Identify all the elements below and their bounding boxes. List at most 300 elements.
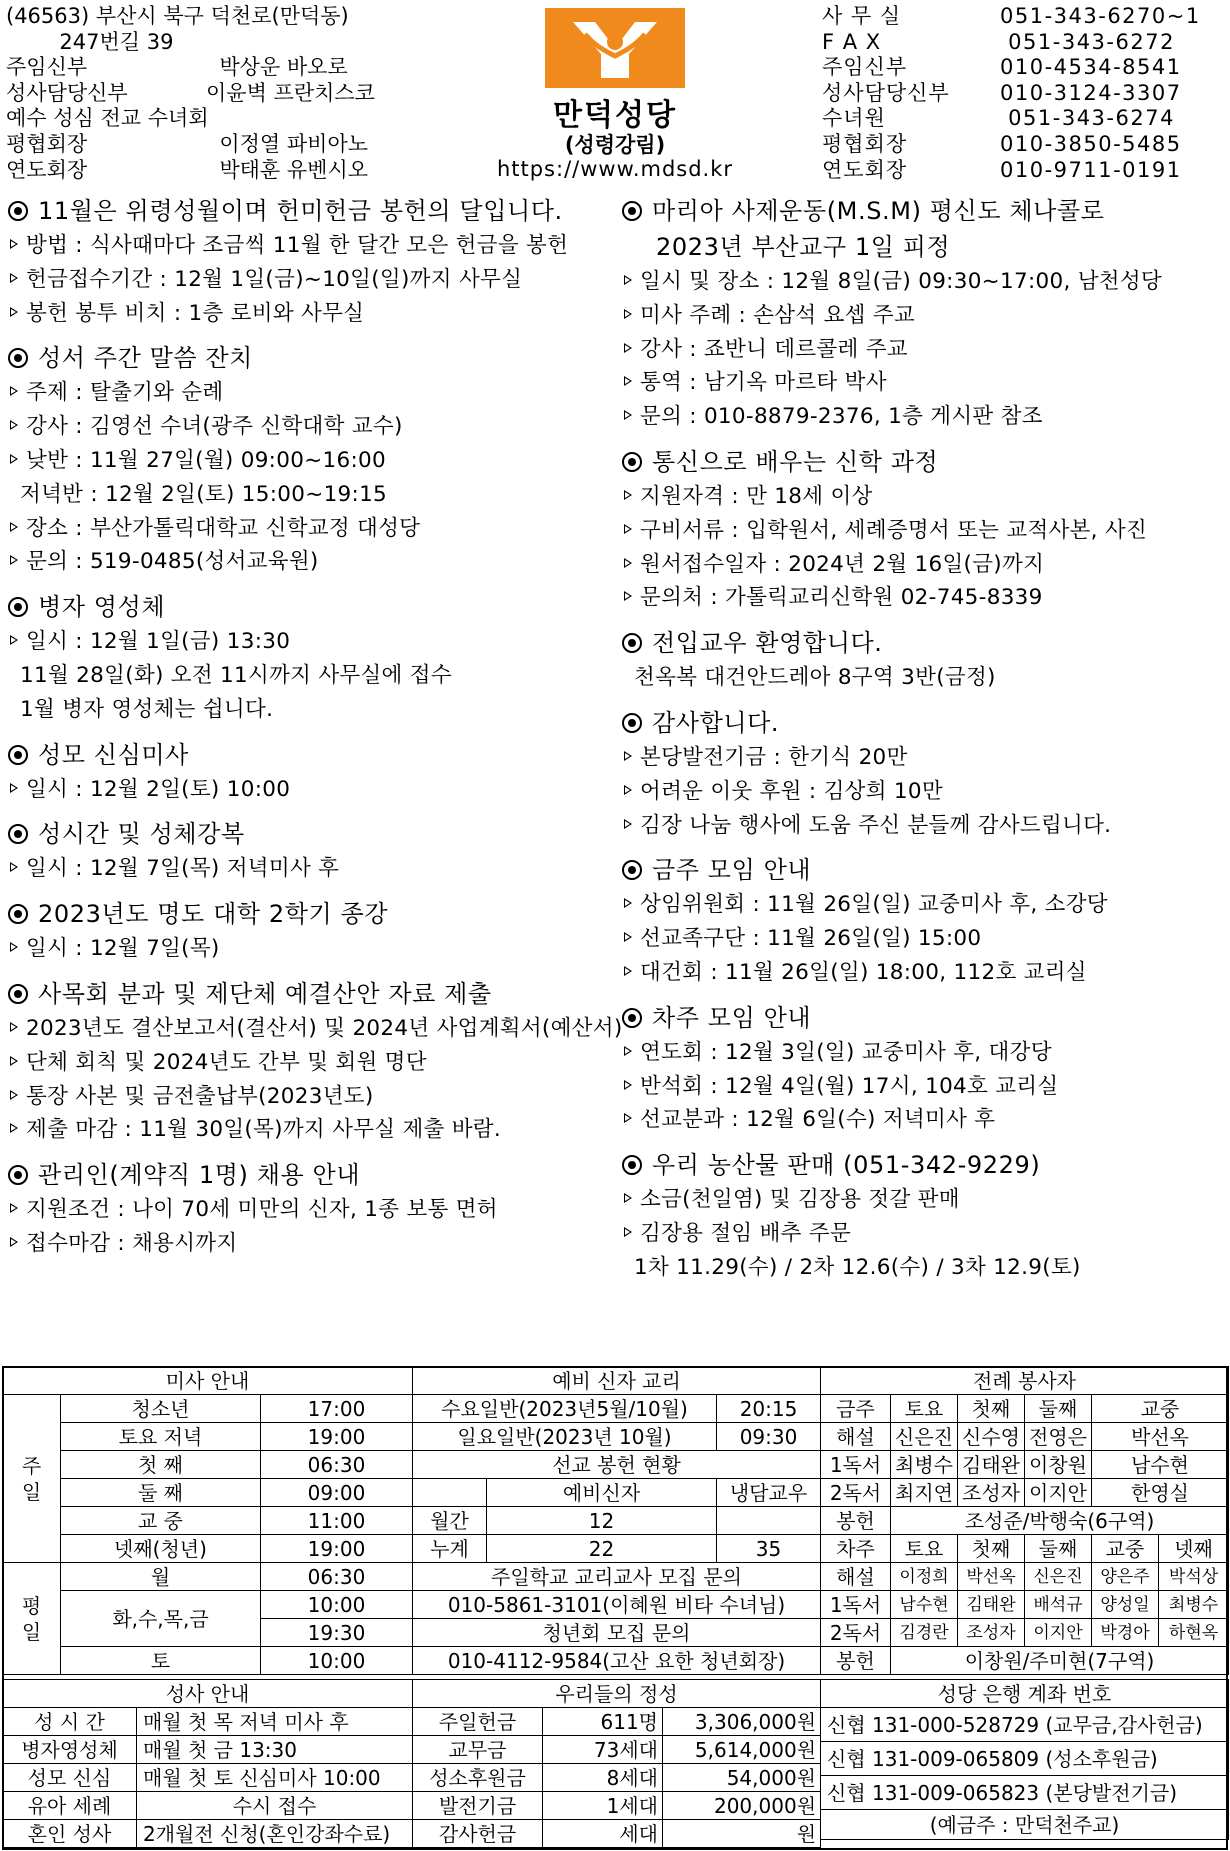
server-header: 넷째 [1159, 1535, 1229, 1563]
triangle-bullet-icon [624, 1227, 632, 1237]
mass-time: 19:00 [261, 1535, 413, 1563]
mass-time: 19:30 [261, 1619, 413, 1647]
notice-title [6, 976, 616, 1012]
header-label: 평협회장 [822, 131, 908, 156]
section-bullet-icon [8, 348, 28, 368]
notice-line-text: 연도회 : 12월 3일(일) 교중미사 후, 대강당 [640, 1039, 1052, 1065]
notice-line [620, 661, 1226, 695]
server-header: 토요 [891, 1535, 958, 1563]
notice-line [620, 1217, 1226, 1251]
notice-line [6, 932, 616, 966]
mass-time: 06:30 [261, 1563, 413, 1591]
notice-line-text: 강사 : 김영선 수녀(광주 신학대학 교수) [26, 414, 403, 440]
notice-line-text: 일시 : 12월 7일(목) [26, 936, 220, 962]
notice-line [620, 400, 1226, 434]
notice-line [6, 297, 616, 331]
section-bullet-icon [622, 1155, 642, 1175]
notice-title [6, 896, 616, 932]
server-role: 봉헌 [821, 1507, 891, 1535]
server-role: 해설 [821, 1423, 891, 1451]
notice-line [620, 922, 1226, 956]
triangle-bullet-icon [10, 239, 18, 249]
triangle-bullet-icon [624, 275, 632, 285]
mass-name: 청소년 [61, 1395, 261, 1423]
notice-title [620, 193, 1226, 229]
church-subtitle: (성령강림) [564, 133, 666, 157]
notice-line-text: 문의처 : 가톨릭교리신학원 02-745-8339 [640, 585, 1043, 611]
triangle-bullet-icon [10, 386, 18, 396]
header-row [6, 158, 375, 184]
triangle-bullet-icon [10, 1022, 18, 1032]
header-label: 주임신부 [6, 55, 88, 80]
notice-title [6, 816, 616, 852]
header-value: 박상운 바오로 [206, 55, 348, 80]
mass-name: 토 [61, 1647, 261, 1675]
server-header: 교중 [1092, 1395, 1229, 1423]
notice-section [620, 705, 1226, 842]
notice-section [6, 737, 616, 807]
notice-line-text: 원서접수일자 : 2024년 2월 16일(금)까지 [640, 551, 1045, 577]
notice-title-text: 차주 모임 안내 [652, 1003, 812, 1032]
header-value: 051-343-6270~1 [1000, 4, 1201, 28]
notice-line [6, 512, 616, 546]
header-label: F A X [822, 29, 882, 54]
bulletin-header [0, 0, 1230, 186]
notice-subtitle: 2023년 부산교구 1일 피정 [656, 233, 951, 261]
notice-line [620, 809, 1226, 843]
mission-label: 누계 [413, 1535, 487, 1563]
server-role: 봉헌 [821, 1647, 891, 1675]
bank-accounts-table [820, 1679, 1229, 1840]
mass-time: 09:00 [261, 1479, 413, 1507]
header-value: 010-4534-8541 [1000, 55, 1182, 80]
triangle-bullet-icon [10, 454, 18, 464]
server-name: 박경아 [1092, 1619, 1159, 1647]
triangle-bullet-icon [10, 1203, 18, 1213]
header-row [822, 4, 1201, 30]
notice-line-text: 일시 및 장소 : 12월 8일(금) 09:30~17:00, 남천성당 [640, 269, 1162, 294]
notice-line [6, 1193, 616, 1227]
notice-line [620, 775, 1226, 809]
notice-line [620, 741, 1226, 775]
notice-line-text: 문의 : 519-0485(성서교육원) [26, 549, 319, 575]
triangle-bullet-icon [624, 490, 632, 500]
mass-name: 화,수,목,금 [61, 1591, 261, 1647]
catechism-time: 09:30 [717, 1423, 821, 1451]
header-value: 이정열 파비아노 [206, 131, 369, 156]
offering-count: 8세대 [543, 1764, 663, 1792]
server-name: 신수영 [958, 1423, 1025, 1451]
section-bullet-icon [622, 860, 642, 880]
notice-section [6, 1157, 616, 1261]
server-header: 교중 [1092, 1535, 1159, 1563]
triangle-bullet-icon [624, 819, 632, 829]
notice-title-text: 마리아 사제운동(M.S.M) 평신도 체나콜로 [652, 197, 1105, 225]
youth-title: 청년회 모집 문의 [413, 1619, 821, 1647]
week-label: 금주 [821, 1395, 891, 1423]
server-role: 2독서 [821, 1479, 891, 1507]
header-row [822, 106, 1201, 132]
sacrament-title: 성사 안내 [3, 1680, 413, 1708]
offering-amount: 54,000원 [663, 1764, 821, 1792]
catechism-class: 일요일반(2023년 10월) [413, 1423, 717, 1451]
server-name: 남수현 [1092, 1451, 1229, 1479]
header-row [6, 30, 375, 56]
header-row [6, 106, 375, 132]
notice-section [6, 896, 616, 966]
mass-schedule-table [2, 1366, 413, 1675]
triangle-bullet-icon [10, 635, 18, 645]
offerings-title: 우리들의 정성 [413, 1680, 821, 1708]
sacrament-name: 성모 신심 [3, 1764, 137, 1792]
triangle-bullet-icon [10, 862, 18, 872]
bank-account: 신협 131-009-065809 (성소후원금) [821, 1742, 1229, 1776]
notice-title [6, 737, 616, 773]
section-bullet-icon [8, 984, 28, 1004]
header-row [6, 4, 375, 30]
sunday-school-title: 주일학교 교리교사 모집 문의 [413, 1563, 821, 1591]
header-row [6, 132, 375, 158]
offering-name: 성소후원금 [413, 1764, 543, 1792]
notice-line [620, 956, 1226, 990]
sacrament-desc: 매월 첫 목 저녁 미사 후 [137, 1708, 413, 1736]
notice-title-text: 통신으로 배우는 신학 과정 [652, 447, 939, 476]
mission-value: 35 [717, 1535, 821, 1563]
server-name: 최병수 [1159, 1591, 1229, 1619]
triangle-bullet-icon [624, 309, 632, 319]
notice-line [6, 693, 616, 727]
notice-section [6, 816, 616, 886]
notice-line [620, 1183, 1226, 1217]
triangle-bullet-icon [624, 751, 632, 761]
triangle-bullet-icon [10, 1237, 18, 1247]
notices-right-column [620, 193, 1226, 1295]
week-label: 차주 [821, 1535, 891, 1563]
server-name: 이창원 [1025, 1451, 1092, 1479]
notice-line [6, 229, 616, 263]
server-name: 최병수 [891, 1451, 958, 1479]
notice-line [6, 1113, 616, 1147]
header-label: 주임신부 [822, 55, 908, 80]
server-name: 신은진 [1025, 1563, 1092, 1591]
notice-line-text: 주제 : 탈출기와 순례 [26, 380, 224, 406]
notice-line-text: 김장 나눔 행사에 도움 주신 분들께 감사드립니다. [640, 812, 1112, 838]
offering-name: 감사헌금 [413, 1820, 543, 1848]
notice-title [620, 1000, 1226, 1036]
triangle-bullet-icon [624, 410, 632, 420]
server-name: 박선옥 [958, 1563, 1025, 1591]
sacrament-desc: 매월 첫 금 13:30 [137, 1736, 413, 1764]
header-value: 010-9711-0191 [1000, 157, 1182, 182]
triangle-bullet-icon [624, 558, 632, 568]
catechism-time: 20:15 [717, 1395, 821, 1423]
mission-value: 22 [487, 1535, 717, 1563]
section-bullet-icon [8, 824, 28, 844]
mass-time: 11:00 [261, 1507, 413, 1535]
server-name: 이지안 [1025, 1619, 1092, 1647]
server-offering: 조성준/박행숙(6구역) [891, 1507, 1229, 1535]
notice-line [620, 1103, 1226, 1137]
bank-account: 신협 131-009-065823 (본당발전기금) [821, 1776, 1229, 1810]
notice-title [6, 589, 616, 625]
church-logo-block [486, 8, 744, 182]
notice-title [620, 852, 1226, 888]
catechism-title: 예비 신자 교리 [413, 1367, 821, 1395]
notice-line-text: 강사 : 죠반니 데르콜레 주교 [640, 336, 908, 362]
server-name: 최지연 [891, 1479, 958, 1507]
header-value: 010-3124-3307 [1000, 80, 1182, 105]
triangle-bullet-icon [624, 1193, 632, 1203]
notice-line [6, 1046, 616, 1080]
notice-line [6, 852, 616, 886]
notice-line [620, 480, 1226, 514]
notice-line-text: 소금(천일염) 및 김장용 젓갈 판매 [640, 1187, 960, 1213]
notice-line [620, 581, 1226, 615]
notice-line [6, 625, 616, 659]
notice-line-text: 장소 : 부산가톨릭대학교 신학교정 대성당 [26, 515, 421, 541]
notice-line [620, 333, 1226, 367]
offering-name: 교무금 [413, 1736, 543, 1764]
notice-line-text: 11월 28일(화) 오전 11시까지 사무실에 접수 [20, 662, 452, 688]
triangle-bullet-icon [10, 1090, 18, 1100]
notice-section [6, 193, 616, 330]
server-name: 한영실 [1092, 1479, 1229, 1507]
triangle-bullet-icon [10, 942, 18, 952]
notice-section [620, 1147, 1226, 1284]
notice-line [620, 1036, 1226, 1070]
triangle-bullet-icon [624, 1113, 632, 1123]
mass-name: 둘 째 [61, 1479, 261, 1507]
notice-line [620, 548, 1226, 582]
triangle-bullet-icon [10, 420, 18, 430]
server-name: 하현옥 [1159, 1619, 1229, 1647]
notice-line [620, 366, 1226, 400]
notice-title [620, 444, 1226, 480]
server-name: 이정희 [891, 1563, 958, 1591]
section-bullet-icon [8, 904, 28, 924]
notice-line-text: 일시 : 12월 2일(토) 10:00 [26, 776, 291, 802]
section-bullet-icon [622, 633, 642, 653]
header-contact-block [822, 4, 1201, 183]
server-name: 박선옥 [1092, 1423, 1229, 1451]
offering-count: 세대 [543, 1820, 663, 1848]
notice-title-text: 병자 영성체 [38, 593, 166, 622]
catechism-table [412, 1366, 821, 1675]
notice-title [620, 625, 1226, 661]
notice-line-text: 통장 사본 및 금전출납부(2023년도) [26, 1083, 374, 1109]
mission-header: 예비신자 [487, 1479, 717, 1507]
triangle-bullet-icon [10, 522, 18, 532]
servers-title: 전례 봉사자 [821, 1367, 1229, 1395]
offerings-table [412, 1679, 821, 1848]
mass-time: 06:30 [261, 1451, 413, 1479]
notice-line-text: 반석회 : 12월 4일(월) 17시, 104호 교리실 [640, 1073, 1059, 1099]
mass-name: 첫 째 [61, 1451, 261, 1479]
triangle-bullet-icon [624, 1046, 632, 1056]
mission-value [717, 1507, 821, 1535]
notice-line [6, 1012, 623, 1046]
notice-section [620, 625, 1226, 695]
liturgy-servers-table [820, 1366, 1229, 1675]
header-value: 051-343-6272 [1000, 29, 1175, 54]
notice-line-text: 대건회 : 11월 26일(일) 18:00, 112호 교리실 [640, 959, 1087, 985]
section-bullet-icon [8, 745, 28, 765]
notice-section [620, 193, 1226, 434]
server-name: 전영은 [1025, 1423, 1092, 1451]
server-name: 양성일 [1092, 1591, 1159, 1619]
offering-amount: 5,614,000원 [663, 1736, 821, 1764]
triangle-bullet-icon [624, 932, 632, 942]
triangle-bullet-icon [624, 1080, 632, 1090]
notice-line-text: 선교족구단 : 11월 26일(일) 15:00 [640, 926, 982, 952]
server-header: 둘째 [1025, 1395, 1092, 1423]
offering-count: 1세대 [543, 1792, 663, 1820]
mission-value: 12 [487, 1507, 717, 1535]
sunday-school-contact: 010-5861-3101(이혜원 비타 수녀님) [413, 1591, 821, 1619]
notice-line-text: 통역 : 남기옥 마르타 박사 [640, 370, 887, 396]
triangle-bullet-icon [10, 1123, 18, 1133]
mass-name: 교 중 [61, 1507, 261, 1535]
youth-contact: 010-4112-9584(고산 요한 청년회장) [413, 1647, 821, 1675]
mass-name: 월 [61, 1563, 261, 1591]
offering-count: 611명 [543, 1708, 663, 1736]
offering-amount: 3,306,000원 [663, 1708, 821, 1736]
offering-amount: 200,000원 [663, 1792, 821, 1820]
notice-title [6, 340, 616, 376]
server-name: 박석상 [1159, 1563, 1229, 1591]
header-row [822, 55, 1201, 81]
section-bullet-icon [622, 201, 642, 221]
notice-line [6, 1080, 616, 1114]
notice-line [6, 1227, 616, 1261]
notice-line [6, 444, 616, 478]
notice-line-text: 제출 마감 : 11월 30일(목)까지 사무실 제출 바람. [26, 1117, 502, 1143]
notice-title-text: 전입교우 환영합니다. [652, 629, 883, 658]
notice-section [620, 1000, 1226, 1137]
notice-line [6, 478, 616, 512]
triangle-bullet-icon [624, 343, 632, 353]
header-value: 051-343-6274 [1000, 106, 1175, 131]
notice-line-text: 1차 11.29(수) / 2차 12.6(수) / 3차 12.9(토) [634, 1254, 1081, 1280]
server-header: 첫째 [958, 1395, 1025, 1423]
server-name: 양은주 [1092, 1563, 1159, 1591]
notice-title-text: 감사합니다. [652, 708, 780, 737]
notice-line [620, 1070, 1226, 1104]
header-label: (46563) 부산시 북구 덕천로(만덕동) [6, 4, 349, 28]
section-bullet-icon [622, 713, 642, 733]
notices-area [0, 193, 1230, 1363]
server-name: 조성자 [958, 1479, 1025, 1507]
notice-line-text: 저녁반 : 12월 2일(토) 15:00~19:15 [20, 481, 388, 507]
mass-title: 미사 안내 [3, 1367, 413, 1395]
notice-title [620, 1147, 1226, 1183]
server-header: 둘째 [1025, 1535, 1092, 1563]
notice-line-text: 헌금접수기간 : 12월 1일(금)~10일(일)까지 사무실 [26, 266, 523, 292]
offering-name: 발전기금 [413, 1792, 543, 1820]
header-row [6, 81, 375, 107]
notice-title-text: 성모 신심미사 [38, 740, 189, 769]
notice-line-text: 본당발전기금 : 한기식 20만 [640, 744, 908, 770]
notice-line-text: 상임위원회 : 11월 26일(일) 교중미사 후, 소강당 [640, 892, 1108, 918]
notice-line [6, 545, 616, 579]
triangle-bullet-icon [10, 555, 18, 565]
notice-line [620, 888, 1226, 922]
triangle-bullet-icon [624, 524, 632, 534]
notice-section [6, 340, 616, 579]
server-header: 첫째 [958, 1535, 1025, 1563]
notice-line [620, 299, 1226, 333]
notice-line-text: 천옥복 대건안드레아 8구역 3반(금정) [634, 665, 996, 691]
notice-section [6, 589, 616, 726]
section-bullet-icon [622, 1008, 642, 1028]
server-name: 김태완 [958, 1451, 1025, 1479]
notice-line-text: 낮반 : 11월 27일(월) 09:00~16:00 [26, 447, 386, 473]
sacrament-table [2, 1679, 413, 1848]
triangle-bullet-icon [624, 785, 632, 795]
sacrament-name: 성 시 간 [3, 1708, 137, 1736]
header-row [822, 30, 1201, 56]
server-name: 조성자 [958, 1619, 1025, 1647]
sunday-label: 주 일 [3, 1395, 61, 1563]
notice-line [6, 263, 616, 297]
bank-title: 성당 은행 계좌 번호 [821, 1680, 1229, 1708]
notice-line-text: 방법 : 식사때마다 조금씩 11월 한 달간 모은 헌금을 봉헌 [26, 233, 569, 258]
triangle-bullet-icon [624, 898, 632, 908]
triangle-bullet-icon [10, 1056, 18, 1066]
mass-time: 10:00 [261, 1647, 413, 1675]
notice-line [6, 376, 616, 410]
triangle-bullet-icon [10, 783, 18, 793]
header-row [822, 81, 1201, 107]
server-role: 1독서 [821, 1591, 891, 1619]
notice-line-text: 김장용 절임 배추 주문 [640, 1220, 852, 1246]
triangle-bullet-icon [10, 307, 18, 317]
notice-line-text: 단체 회칙 및 2024년도 간부 및 회원 명단 [26, 1049, 427, 1075]
weekday-label: 평 일 [3, 1563, 61, 1675]
header-label: 성사담당신부 [6, 80, 128, 105]
header-label: 사 무 실 [822, 4, 902, 28]
mission-title: 선교 봉헌 현황 [413, 1451, 821, 1479]
section-bullet-icon [622, 452, 642, 472]
notice-line-text: 일시 : 12월 7일(목) 저녁미사 후 [26, 856, 340, 882]
dove-logo-icon [545, 8, 685, 88]
notice-section [620, 444, 1226, 615]
server-name: 김경란 [891, 1619, 958, 1647]
header-label: 예수 성심 전교 수녀회 [6, 106, 209, 131]
notice-title-text: 관리인(계약직 1명) 채용 안내 [38, 1161, 361, 1190]
notice-line [620, 514, 1226, 548]
server-name: 신은진 [891, 1423, 958, 1451]
notice-line-text: 어려운 이웃 후원 : 김상희 10만 [640, 778, 943, 804]
notice-line-text: 선교분과 : 12월 6일(수) 저녁미사 후 [640, 1107, 996, 1133]
notice-line-text: 일시 : 12월 1일(금) 13:30 [26, 629, 291, 655]
mass-time: 19:00 [261, 1423, 413, 1451]
notice-line-text: 2023년도 결산보고서(결산서) 및 2024년 사업계획서(예산서) [26, 1015, 623, 1041]
bank-account: 신협 131-000-528729 (교무금,감사헌금) [821, 1708, 1229, 1742]
notice-line-text: 구비서류 : 입학원서, 세례증명서 또는 교적사본, 사진 [640, 517, 1148, 543]
notice-title-text: 성서 주간 말씀 잔치 [38, 344, 253, 373]
header-value: 박태훈 유벤시오 [206, 157, 369, 182]
sacrament-desc: 수시 접수 [137, 1792, 413, 1820]
sacrament-desc: 매월 첫 토 신심미사 10:00 [137, 1764, 413, 1792]
church-name: 만덕성당 [553, 98, 677, 133]
notice-title-text: 2023년도 명도 대학 2학기 종강 [38, 900, 389, 929]
mass-name: 토요 저녁 [61, 1423, 261, 1451]
church-url-link[interactable]: https://www.mdsd.kr [496, 157, 734, 181]
mission-label: 월간 [413, 1507, 487, 1535]
server-name: 남수현 [891, 1591, 958, 1619]
notice-line-text: 지원조건 : 나이 70세 미만의 신자, 1종 보통 면허 [26, 1197, 498, 1223]
